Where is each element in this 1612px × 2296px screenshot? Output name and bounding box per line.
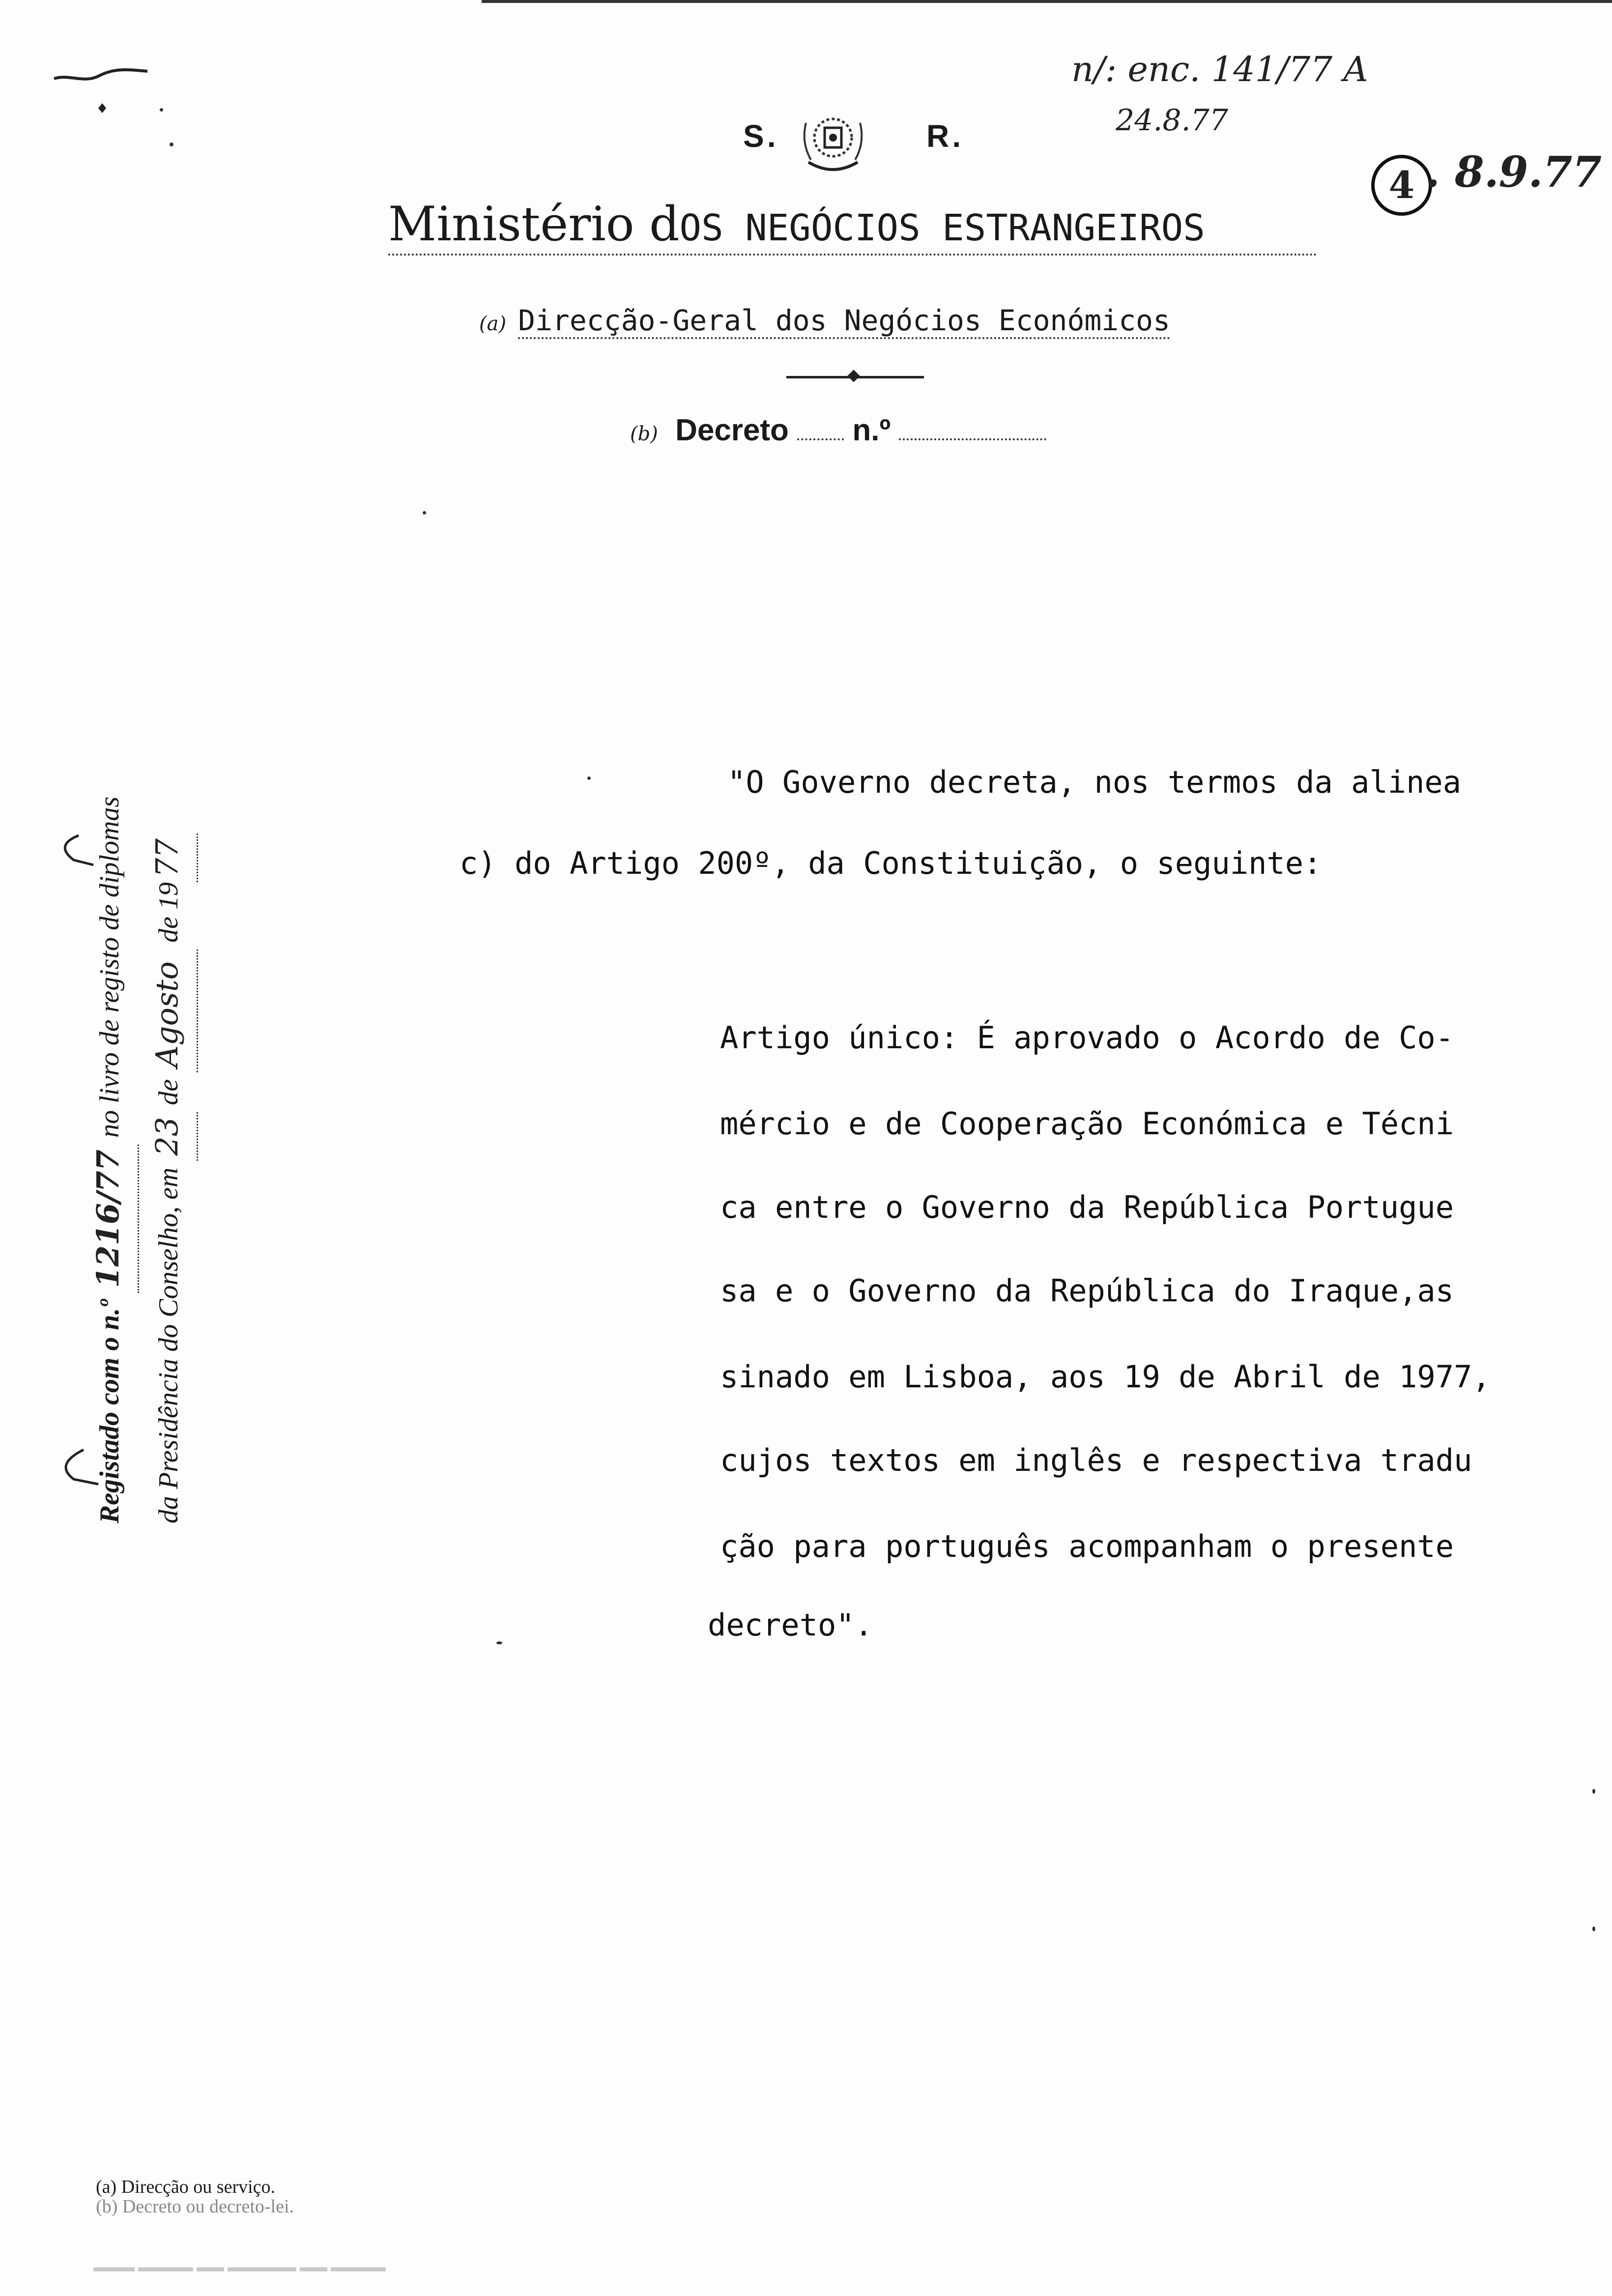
handwritten-mark <box>49 54 167 133</box>
article-line-5: sinado em Lisboa, aos 19 de Abril de 1977, <box>720 1359 1491 1395</box>
letter-r: R. <box>926 118 964 154</box>
registration-text-1: Registado com o n.º <box>94 1299 125 1523</box>
ministry-title <box>388 197 1317 256</box>
letter-s: S. <box>743 118 779 154</box>
handwritten-bracket-marks <box>44 816 113 1494</box>
coat-of-arms-icon <box>796 103 870 182</box>
footnote-b: (b) Decreto ou decreto-lei. <box>96 2196 294 2217</box>
circled-number-value: 4 <box>1388 163 1415 207</box>
article-line-2: mércio e de Cooperação Económica e Técni <box>720 1106 1454 1142</box>
top-edge-rule <box>482 0 1612 3</box>
body-paragraph-line-1: "O Governo decreta, nos termos da alinea <box>727 764 1462 800</box>
footnote-a: (a) Direcção ou serviço. <box>96 2177 276 2197</box>
registration-text-5: de 19 <box>153 882 184 943</box>
decreto-number-blank <box>899 430 1046 440</box>
decreto-line <box>630 413 1046 448</box>
decreto-blank <box>797 430 844 440</box>
handwritten-reference-date: 24.8.77 <box>1116 103 1229 138</box>
direccao-text: Direcção-Geral dos Negócios Económicos <box>518 304 1170 339</box>
divider-diamond <box>847 370 860 382</box>
ministry-title-rest: OS NEGÓCIOS ESTRANGEIROS <box>679 207 1205 249</box>
scan-speck <box>160 108 163 112</box>
scan-speck <box>496 1641 502 1644</box>
scan-speck <box>1592 1789 1595 1794</box>
article-line-7: ção para português acompanham o presente <box>720 1528 1454 1564</box>
scan-speck <box>423 511 426 515</box>
decreto-label: Decreto <box>675 413 789 447</box>
article-line-4: sa e o Governo da República do Iraque,as <box>720 1273 1454 1309</box>
article-line-8: decreto". <box>708 1607 873 1643</box>
scan-speck <box>1592 1926 1595 1931</box>
handwritten-reference: n/: enc. 141/77 A <box>1071 49 1368 89</box>
printer-imprint: ▬▬▬ ▬▬▬▬ ▬▬ ▬▬▬▬▬ ▬▬ ▬▬▬▬ <box>93 2260 386 2275</box>
registration-line-2 <box>138 590 197 1523</box>
direccao-marker: (a) <box>479 313 507 335</box>
footnotes <box>96 2177 294 2216</box>
registration-text-4: de <box>153 1079 184 1105</box>
article-line-6: cujos textos em inglês e respectiva tradu <box>720 1442 1472 1478</box>
registration-month: Agosto <box>138 949 198 1072</box>
decreto-number-label: n.º <box>852 413 891 447</box>
scan-speck <box>587 776 591 780</box>
body-paragraph-line-2: c) do Artigo 200º, da Constituição, o seguinte: <box>460 845 1322 881</box>
scan-speck <box>170 143 173 146</box>
article-line-3: ca entre o Governo da República Portugue <box>720 1189 1454 1225</box>
registration-day: 23 <box>138 1112 198 1161</box>
registration-text-3: da Presidência do Conselho, em <box>153 1167 184 1523</box>
circled-number <box>1371 155 1432 216</box>
handwritten-date: . 8.9.77 <box>1425 147 1602 197</box>
direccao-line <box>479 304 1170 337</box>
ministry-title-prefix: Ministério d <box>388 197 680 252</box>
decreto-marker: (b) <box>630 423 658 445</box>
registration-number: 1216/77 <box>79 1145 139 1292</box>
registration-text-2: no livro de registo de diplomas <box>94 796 125 1138</box>
registration-year: 77 <box>138 833 198 882</box>
article-line-1: Artigo único: É aprovado o Acordo de Co- <box>720 1020 1454 1056</box>
